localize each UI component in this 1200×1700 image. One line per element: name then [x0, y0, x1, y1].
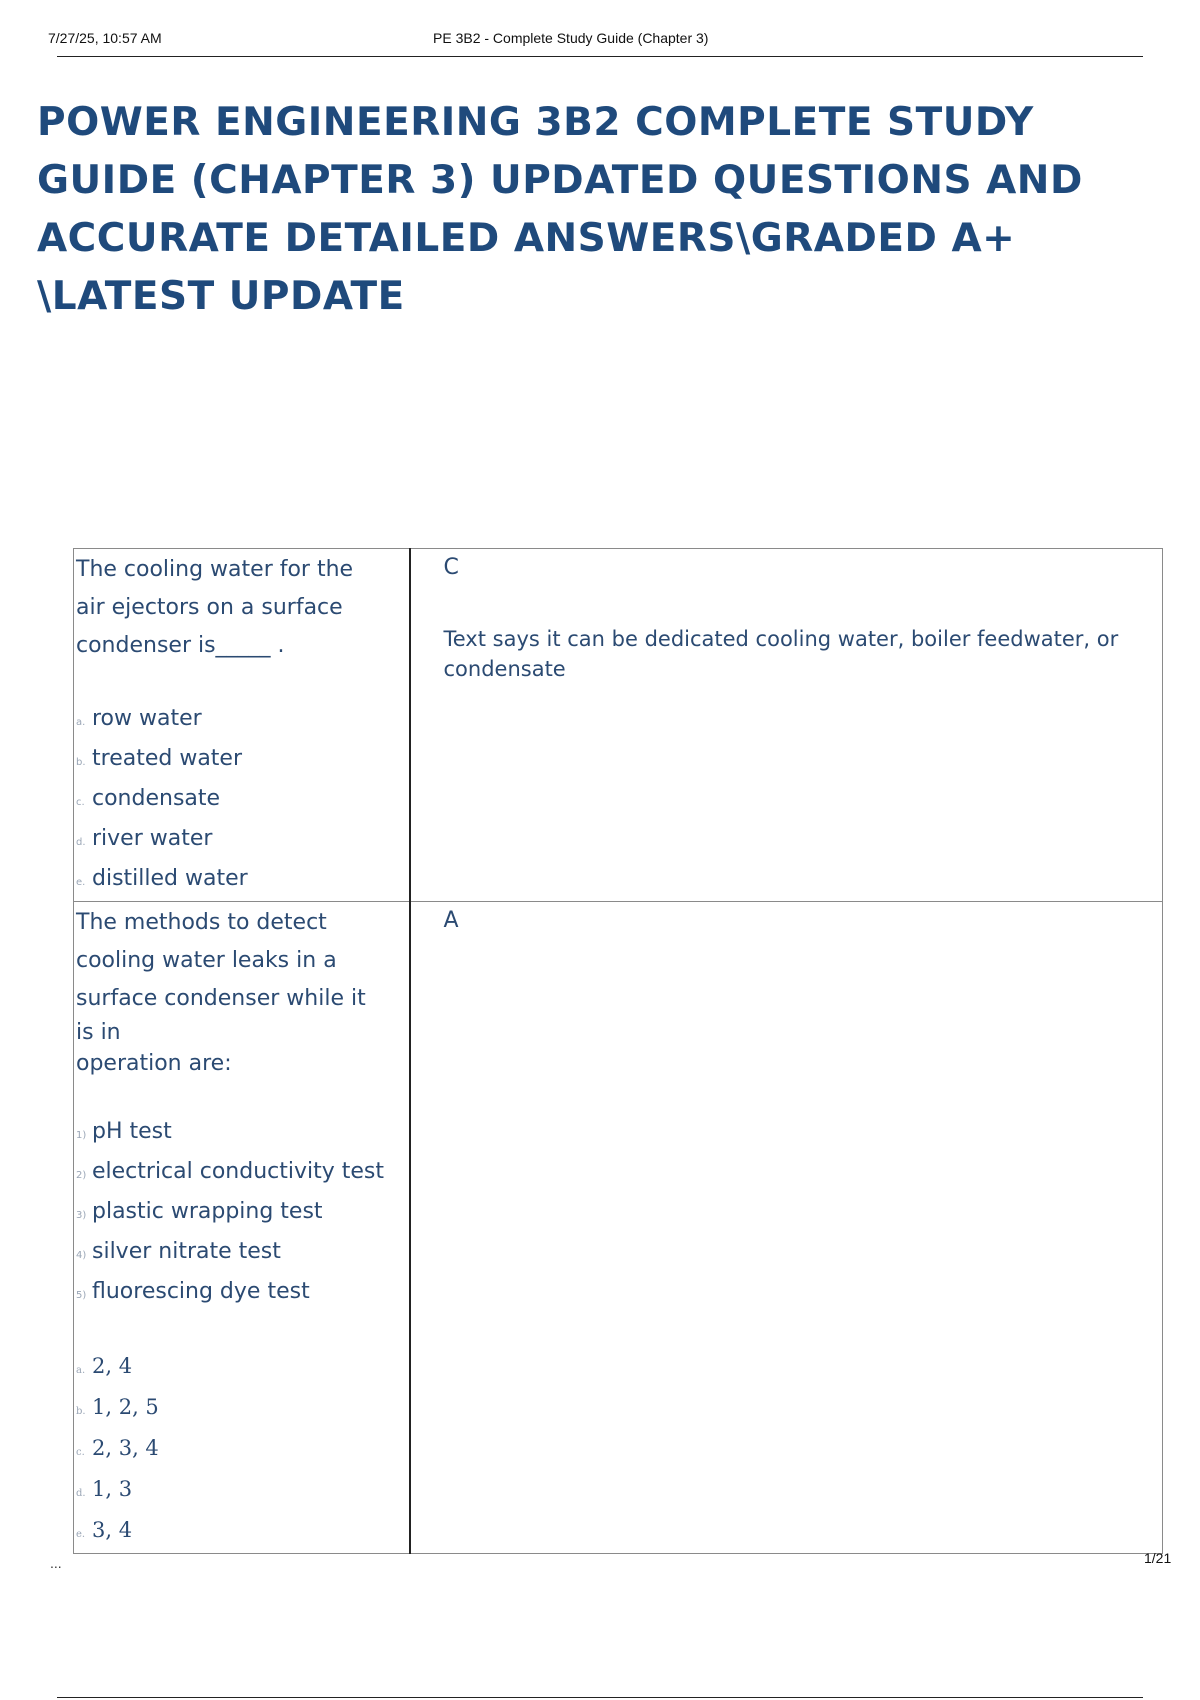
list-item: d. 1, 3: [76, 1477, 133, 1501]
list-item: 4) silver nitrate test: [76, 1239, 281, 1264]
list-item: a. row water: [76, 706, 202, 731]
question-text: The methods to detect cooling water leaks in a surface condenser while it is in operation are:: [76, 910, 366, 1076]
print-datetime: 7/27/25, 10:57 AM: [48, 30, 162, 46]
title-line: POWER ENGINEERING 3B2 COMPLETE STUDY: [37, 100, 1034, 145]
title-line: ACCURATE DETAILED ANSWERS\GRADED A+: [37, 216, 1016, 261]
answer-options: [74, 1348, 409, 1553]
list-item: a. 2, 4: [76, 1354, 133, 1378]
footer-ellipsis: ...: [50, 1555, 62, 1571]
list-item: c. 2, 3, 4: [76, 1436, 159, 1460]
list-item: c. condensate: [76, 786, 221, 811]
answer-options: [74, 701, 409, 901]
list-item: 5) fluorescing dye test: [76, 1279, 310, 1304]
answer-letter: A: [443, 908, 459, 933]
question-text: The cooling water for the air ejectors on a surface condenser is_____ .: [76, 557, 354, 658]
list-item: 1) pH test: [76, 1119, 172, 1144]
table-row: [74, 902, 1163, 1554]
answer-letter: C: [443, 555, 459, 580]
flashcard-table: [73, 548, 1163, 1554]
print-page-title: PE 3B2 - Complete Study Guide (Chapter 3): [433, 30, 709, 46]
answer-cell: [410, 902, 1163, 1554]
table-row: [74, 549, 1163, 902]
page-number: 1/21: [1144, 1550, 1172, 1566]
question-cell: [74, 549, 410, 902]
list-item: b. 1, 2, 5: [76, 1395, 159, 1419]
header-divider: [57, 56, 1143, 57]
print-header: [0, 30, 1200, 50]
footer-divider: [57, 1697, 1143, 1698]
title-line: \LATEST UPDATE: [37, 274, 405, 319]
statement-list: [74, 1114, 409, 1314]
question-cell: [74, 902, 410, 1554]
answer-cell: [410, 549, 1163, 902]
list-item: 2) electrical conductivity test: [76, 1159, 385, 1184]
title-line: GUIDE (CHAPTER 3) UPDATED QUESTIONS AND: [37, 158, 1083, 203]
list-item: e. 3, 4: [76, 1518, 133, 1542]
list-item: e. distilled water: [76, 866, 248, 891]
document-title: [37, 94, 1157, 326]
answer-explanation: Text says it can be dedicated cooling water, boiler feedwater, or condensate: [443, 627, 1119, 681]
list-item: d. river water: [76, 826, 213, 851]
list-item: 3) plastic wrapping test: [76, 1199, 323, 1224]
list-item: b. treated water: [76, 746, 243, 771]
